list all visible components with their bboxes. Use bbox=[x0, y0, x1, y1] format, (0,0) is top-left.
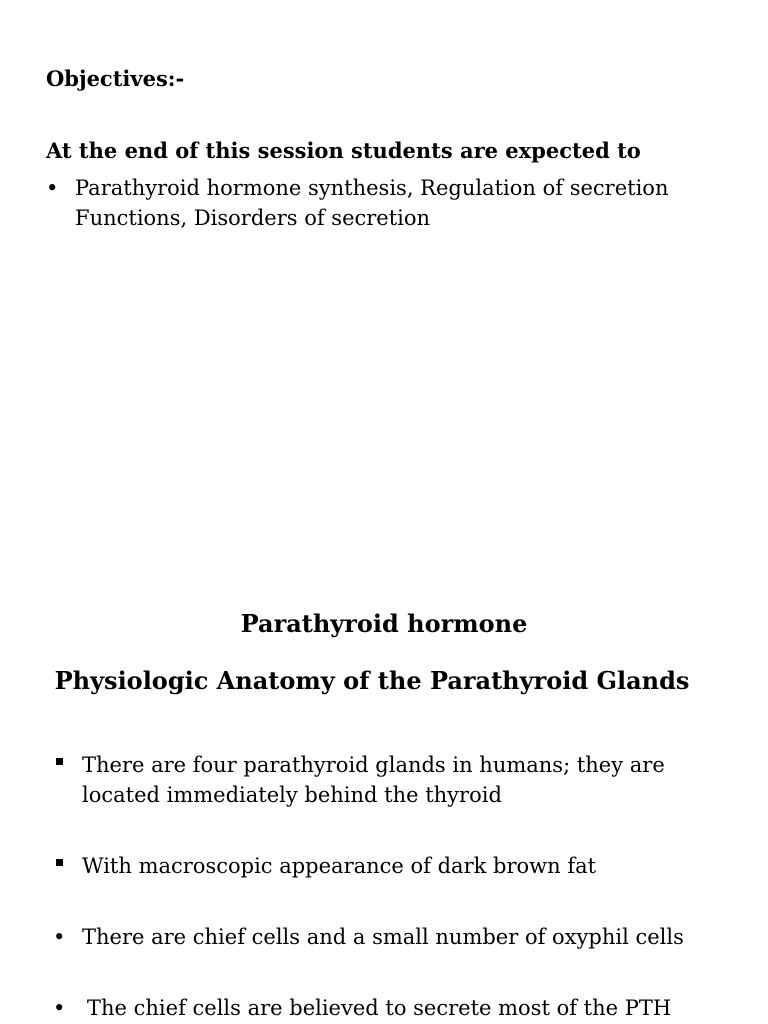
point-text: With macroscopic appearance of dark brown fat bbox=[82, 854, 597, 878]
point-text: There are chief cells and a small number of oxyphil cells bbox=[82, 925, 684, 949]
objectives-intro: At the end of this session students are expected to bbox=[46, 138, 641, 163]
list-item bbox=[53, 993, 743, 1023]
square-bullet-icon bbox=[56, 758, 63, 765]
list-item bbox=[46, 173, 726, 233]
point-text: There are four parathyroid glands in humans; they are located immediately behind the thyroid bbox=[82, 753, 665, 807]
objective-text: Parathyroid hormone synthesis, Regulation of secretion Functions, Disorders of secretion bbox=[75, 176, 669, 230]
square-bullet-icon bbox=[56, 859, 63, 866]
list-item bbox=[53, 922, 743, 952]
bullet-icon: • bbox=[46, 176, 59, 200]
list-item bbox=[53, 750, 743, 810]
objectives-heading: Objectives:- bbox=[46, 66, 185, 91]
page-title: Parathyroid hormone bbox=[240, 609, 528, 638]
bullet-icon: • bbox=[53, 996, 66, 1020]
section-subtitle: Physiologic Anatomy of the Parathyroid Glands bbox=[54, 666, 690, 695]
list-item bbox=[53, 851, 743, 881]
bullet-icon: • bbox=[53, 925, 66, 949]
point-text: The chief cells are believed to secrete most of the PTH bbox=[87, 996, 672, 1020]
